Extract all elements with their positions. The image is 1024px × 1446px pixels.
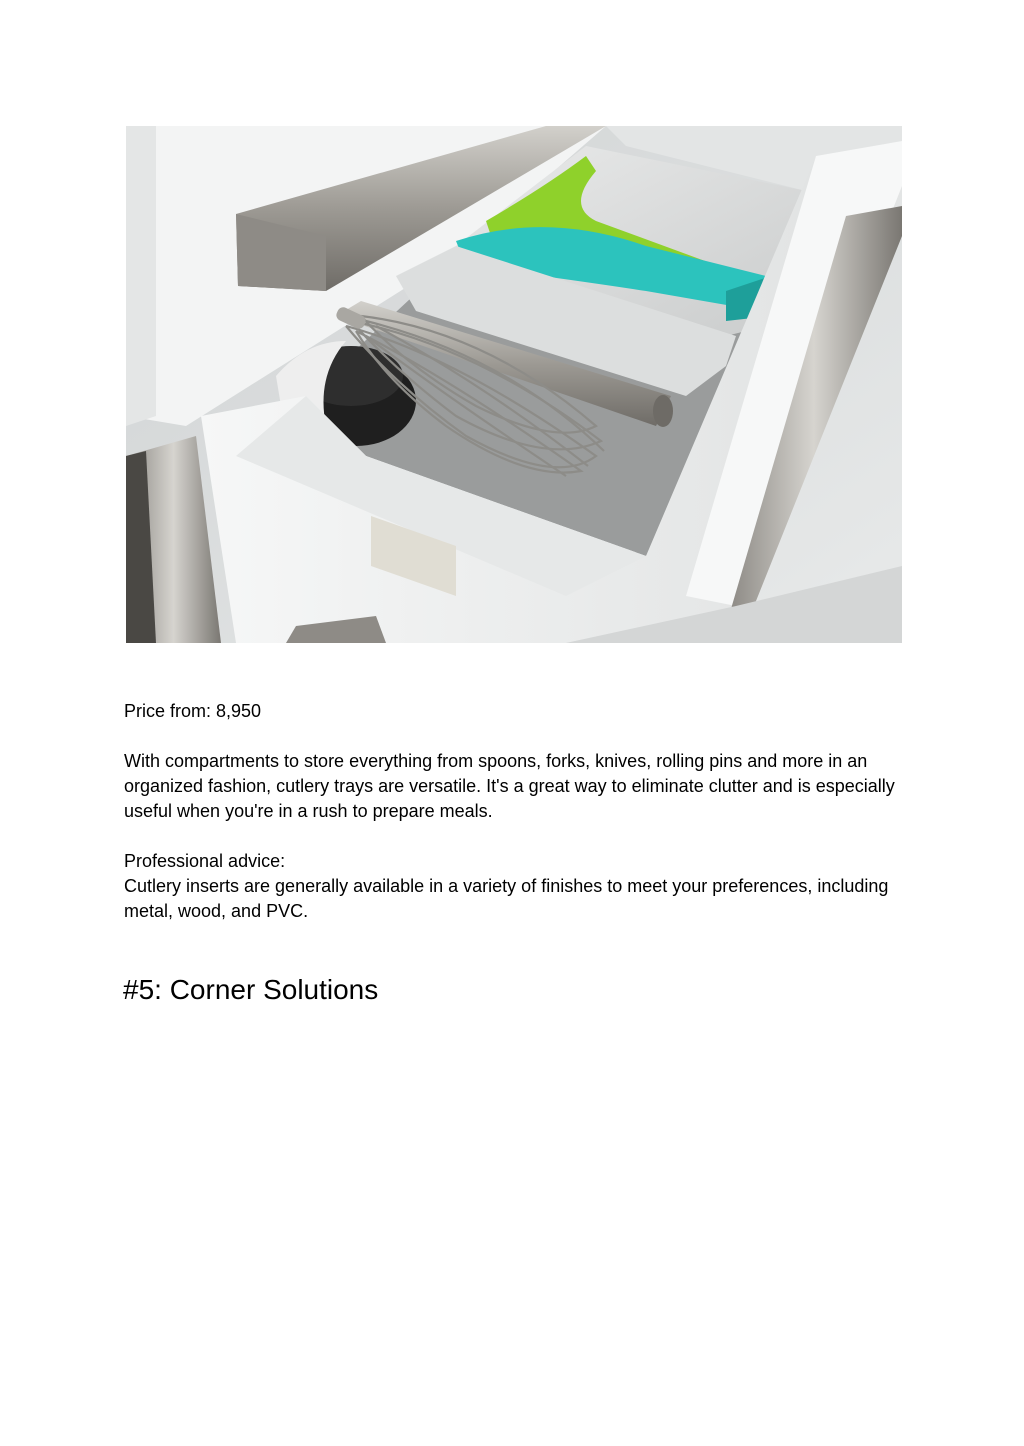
description-paragraph: With compartments to store everything from spoons, forks, knives, rolling pins and more in an organized fashion, cutlery trays are versatile. It's a great way to eliminate clutter and is especially useful when you're in a rush to prepare meals. [124, 751, 895, 821]
professional-advice [124, 849, 904, 924]
kitchen-drawer-photo [126, 126, 902, 643]
advice-text: Cutlery inserts are generally available in a variety of finishes to meet your preferences, including metal, wood, and PVC. [124, 876, 889, 921]
advice-label: Professional advice: [124, 851, 286, 871]
price-line: Price from: 8,950 [124, 701, 262, 721]
drawer-illustration [126, 126, 902, 643]
section-heading: #5: Corner Solutions [123, 974, 379, 1005]
